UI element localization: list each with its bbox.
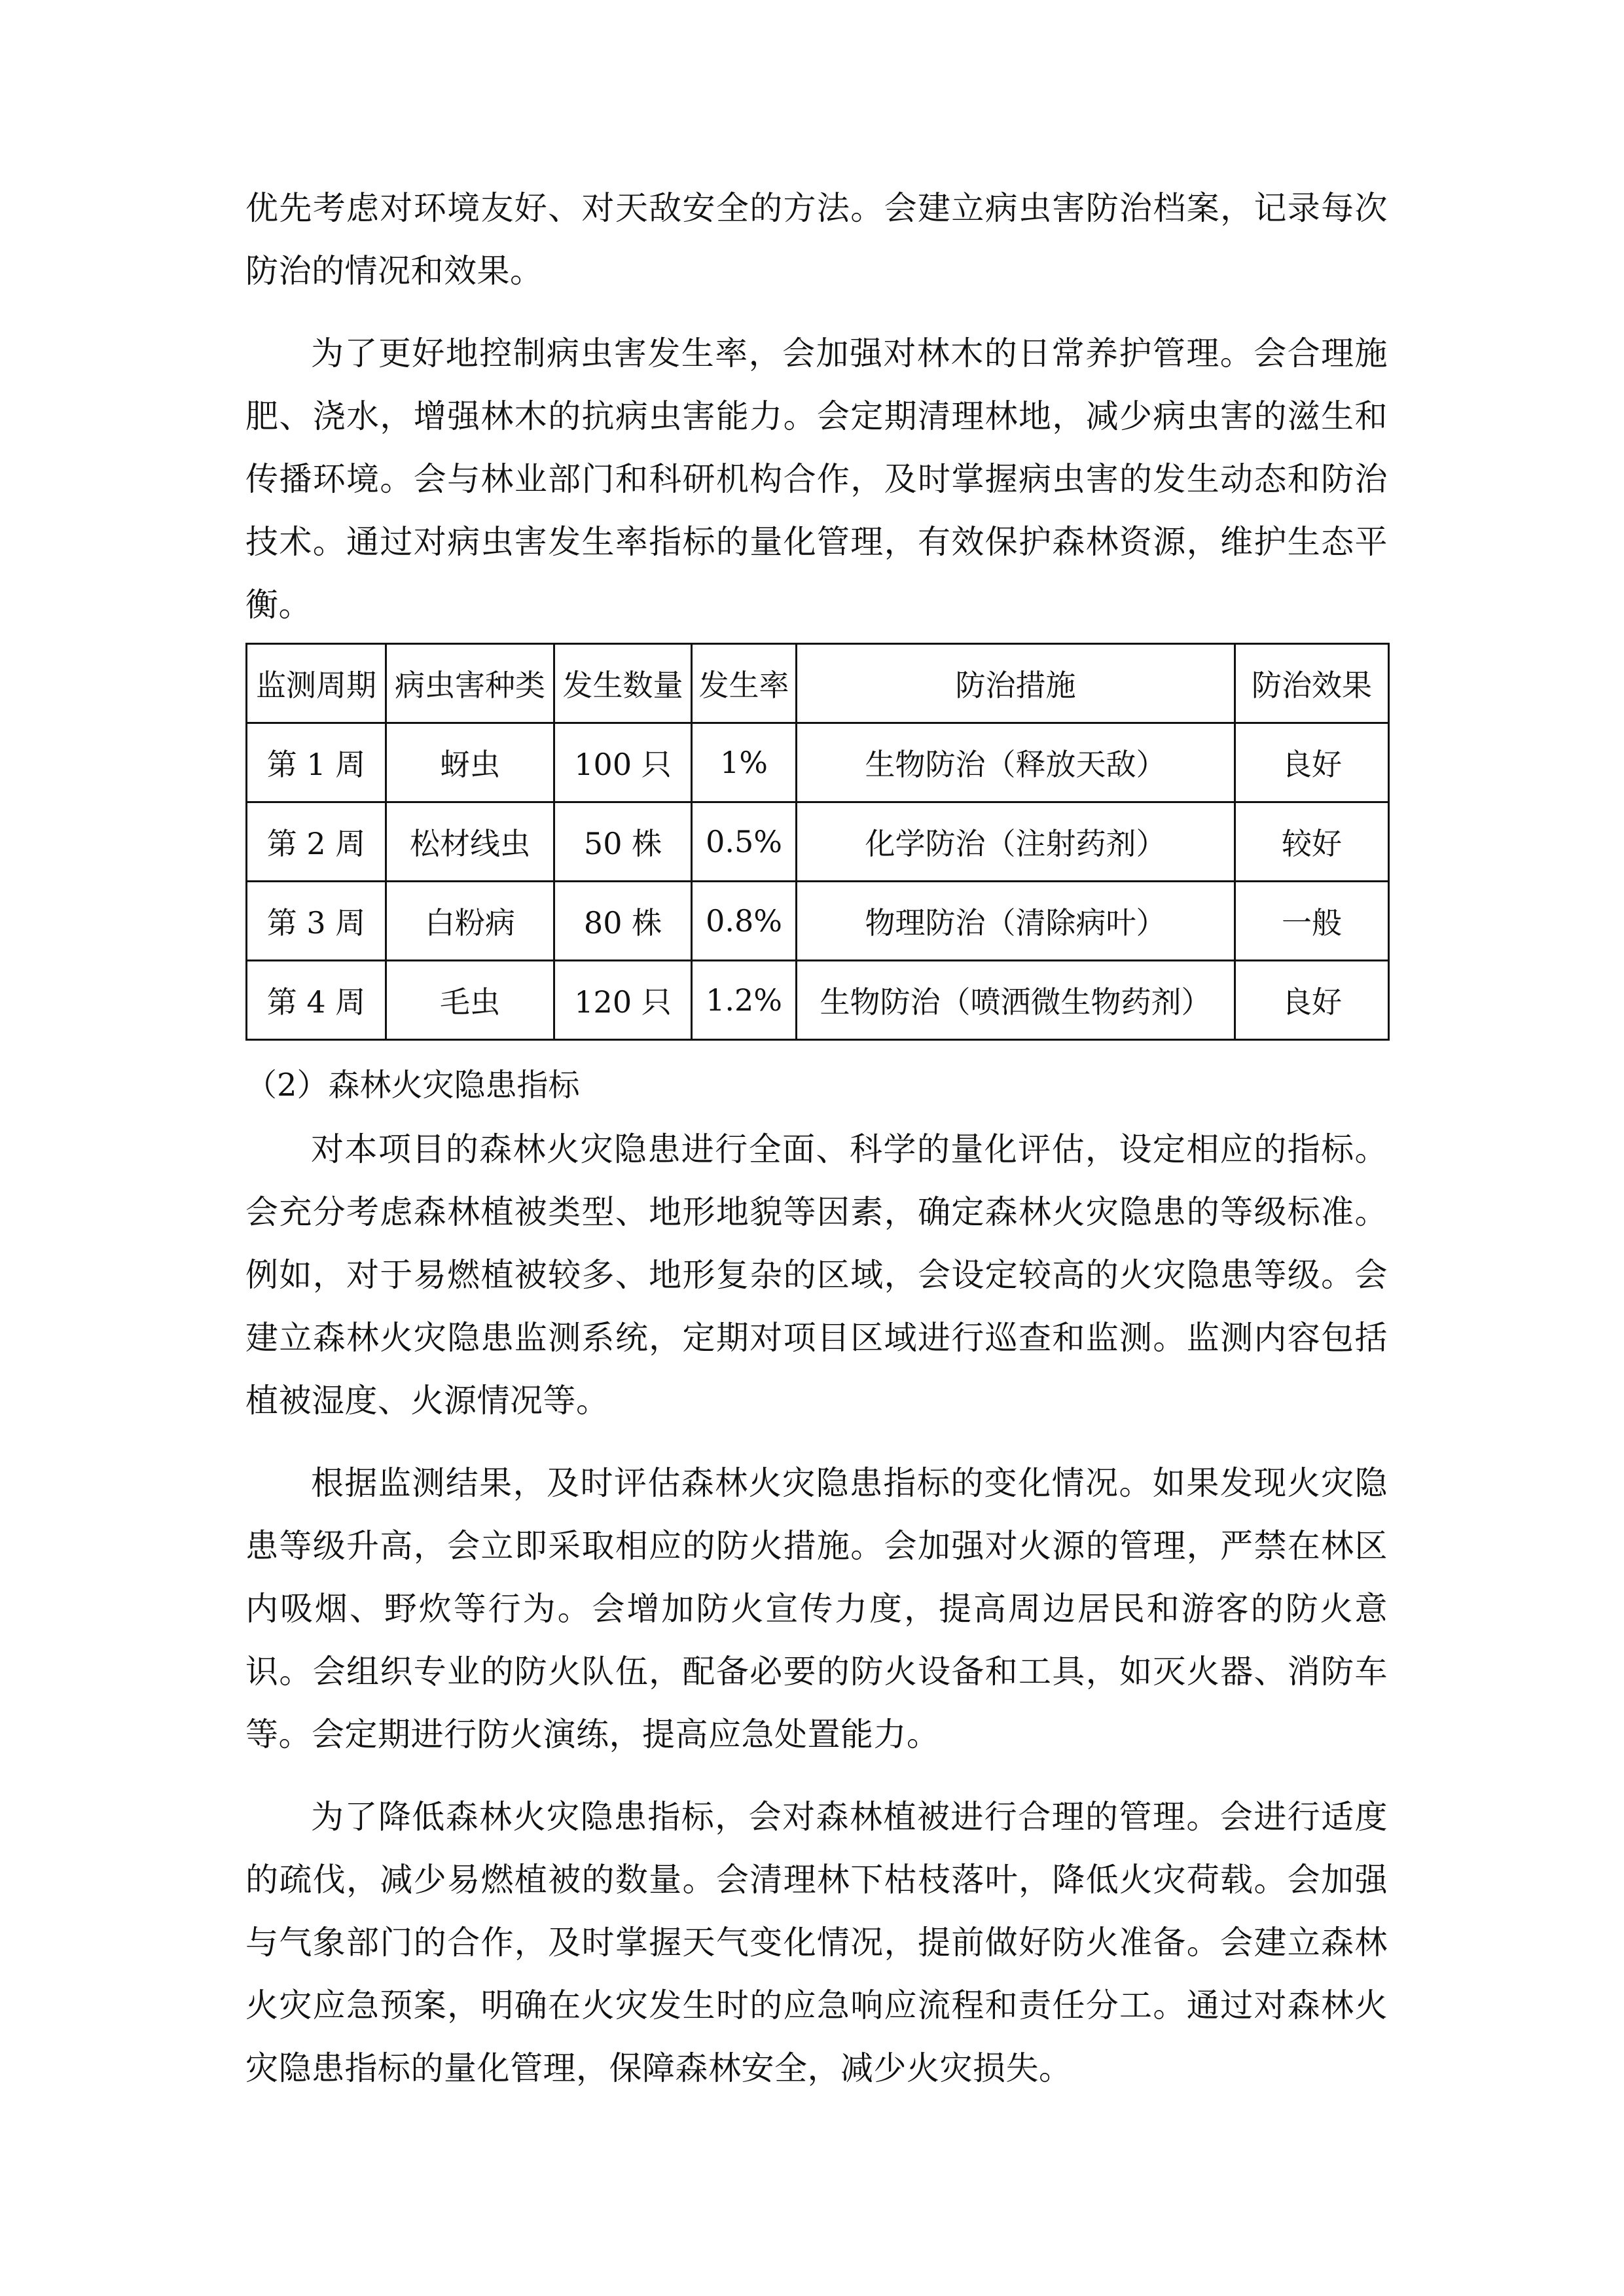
header-cell: 病虫害种类 (386, 644, 554, 723)
table-cell: 1.2% (692, 961, 797, 1040)
section-heading: （2）森林火灾隐患指标 (245, 1067, 580, 1103)
pest-monitoring-table (245, 643, 1390, 1041)
table-cell: 80 株 (554, 882, 692, 961)
table-cell: 第 4 周 (247, 961, 386, 1040)
header-cell: 防治措施 (797, 644, 1235, 723)
table-cell: 良好 (1235, 961, 1389, 1040)
table-cell: 1% (692, 723, 797, 802)
table-cell: 0.8% (692, 882, 797, 961)
table-cell: 物理防治（清除病叶） (797, 882, 1235, 961)
table-cell: 一般 (1235, 882, 1389, 961)
table-cell: 生物防治（喷洒微生物药剂） (797, 961, 1235, 1040)
paragraph-fire-assessment: 对本项目的森林火灾隐患进行全面、科学的量化评估，设定相应的指标。会充分考虑森林植被类型、地形地貌等因素，确定森林火灾隐患的等级标准。例如，对于易燃植被较多、地形复杂的区域，会设定较高的火灾隐患等级。会建立森林火灾隐患监测系统，定期对项目区域进行巡查和监测。监测内容包括植被湿度、火源情况等。 (245, 1130, 1388, 1420)
table-cell: 松材线虫 (386, 802, 554, 882)
table-row (247, 802, 1389, 882)
table-cell: 第 3 周 (247, 882, 386, 961)
header-cell: 发生数量 (554, 644, 692, 723)
table-cell: 良好 (1235, 723, 1389, 802)
document-page (245, 177, 1388, 2100)
table-cell: 较好 (1235, 802, 1389, 882)
table-cell: 化学防治（注射药剂） (797, 802, 1235, 882)
table-cell: 白粉病 (386, 882, 554, 961)
paragraph-continued: 优先考虑对环境友好、对天敌安全的方法。会建立病虫害防治档案，记录每次防治的情况和效果。 (245, 189, 1388, 290)
table-row (247, 961, 1389, 1040)
table-cell: 第 1 周 (247, 723, 386, 802)
paragraph-pest-management: 为了更好地控制病虫害发生率，会加强对林木的日常养护管理。会合理施肥、浇水，增强林木的抗病虫害能力。会定期清理林地，减少病虫害的滋生和传播环境。会与林业部门和科研机构合作，及时掌握病虫害的发生动态和防治技术。通过对病虫害发生率指标的量化管理，有效保护森林资源，维护生态平衡。 (245, 334, 1388, 624)
table-cell: 100 只 (554, 723, 692, 802)
table-row (247, 882, 1389, 961)
table-row (247, 723, 1389, 802)
header-cell: 发生率 (692, 644, 797, 723)
table-cell: 0.5% (692, 802, 797, 882)
table-cell: 毛虫 (386, 961, 554, 1040)
paragraph-fire-reduction: 为了降低森林火灾隐患指标，会对森林植被进行合理的管理。会进行适度的疏伐，减少易燃植被的数量。会清理林下枯枝落叶，降低火灾荷载。会加强与气象部门的合作，及时掌握天气变化情况，提前做好防火准备。会建立森林火灾应急预案，明确在火灾发生时的应急响应流程和责任分工。通过对森林火灾隐患指标的量化管理，保障森林安全，减少火灾损失。 (245, 1798, 1388, 2087)
table-header-row (247, 644, 1389, 723)
paragraph-fire-response: 根据监测结果，及时评估森林火灾隐患指标的变化情况。如果发现火灾隐患等级升高，会立即采取相应的防火措施。会加强对火源的管理，严禁在林区内吸烟、野炊等行为。会增加防火宣传力度，提高周边居民和游客的防火意识。会组织专业的防火队伍，配备必要的防火设备和工具，如灭火器、消防车等。会定期进行防火演练，提高应急处置能力。 (245, 1464, 1388, 1753)
table-cell: 蚜虫 (386, 723, 554, 802)
table-cell: 120 只 (554, 961, 692, 1040)
header-cell: 监测周期 (247, 644, 386, 723)
header-cell: 防治效果 (1235, 644, 1389, 723)
table-cell: 生物防治（释放天敌） (797, 723, 1235, 802)
table-cell: 第 2 周 (247, 802, 386, 882)
table-cell: 50 株 (554, 802, 692, 882)
